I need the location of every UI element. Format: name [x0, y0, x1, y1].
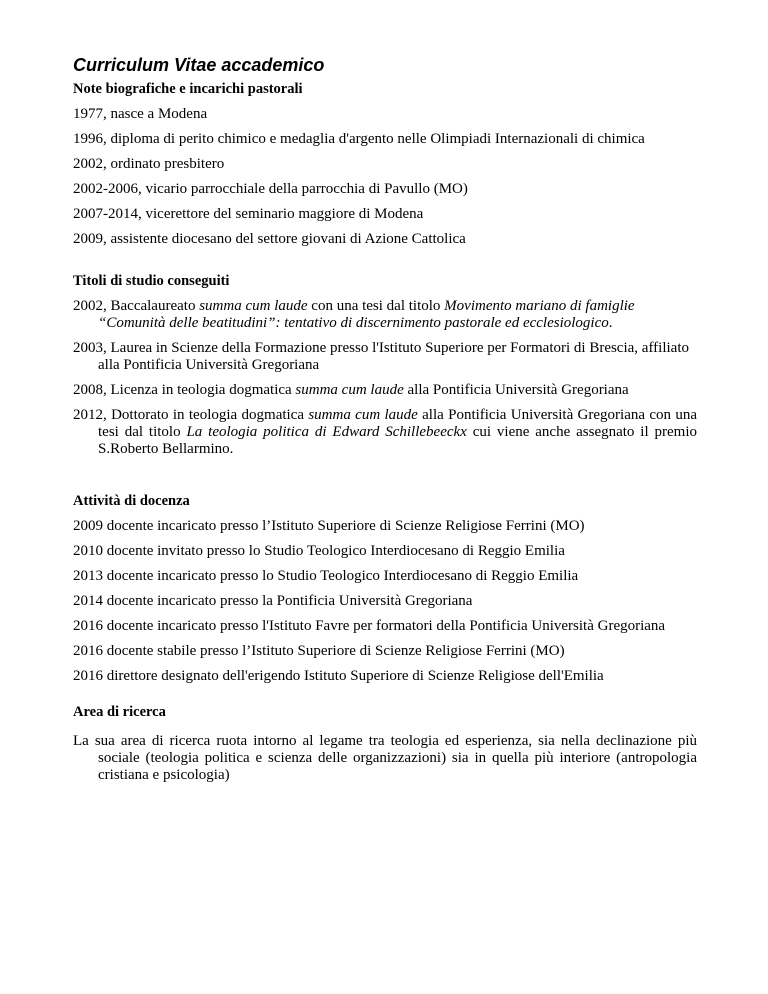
document-title: Curriculum Vitae accademico	[73, 55, 325, 75]
docenza-entry: 2014 docente incaricato presso la Pontificia Università Gregoriana	[73, 593, 473, 609]
section-docenza	[73, 492, 697, 685]
thesis-title: Movimento mariano di famiglie “Comunità delle beatitudini”: tentativo di discernimento pastorale ed ecclesiologico	[98, 298, 635, 331]
section-heading-titoli: Titoli di studio conseguiti	[73, 273, 230, 289]
entry-text: alla Pontificia Università Gregoriana	[403, 382, 629, 398]
entry-text: 2008, Licenza in teologia dogmatica	[73, 382, 296, 398]
section-heading-bio: Note biografiche e incarichi pastorali	[73, 81, 303, 97]
titoli-entry: 2003, Laurea in Scienze della Formazione presso l'Istituto Superiore per Formatori di Brescia, affiliato alla Pontificia Università Gregoriana	[73, 340, 689, 373]
entry-text: 2002, Baccalaureato	[73, 298, 200, 314]
section-titoli	[73, 272, 697, 458]
docenza-entry: 2016 docente incaricato presso l'Istituto Favre per formatori della Pontificia Università Gregoriana	[73, 618, 666, 634]
docenza-entry: 2016 direttore designato dell'erigendo Istituto Superiore di Scienze Religiose dell'Emilia	[73, 668, 604, 684]
document-page	[73, 54, 697, 792]
docenza-entry: 2013 docente incaricato presso lo Studio Teologico Interdiocesano di Reggio Emilia	[73, 568, 579, 584]
entry-text: .	[608, 315, 613, 331]
entry-emphasis: summa cum laude	[308, 407, 418, 423]
section-heading-ricerca: Area di ricerca	[73, 704, 166, 720]
entry-text: alla Pontificia Università Gregoriana con una tesi dal titolo	[98, 407, 697, 440]
thesis-title: La teologia politica di Edward Schillebeeckx	[186, 424, 467, 440]
bio-entry: 2009, assistente diocesano del settore giovani di Azione Cattolica	[73, 231, 466, 247]
bio-entry: 2002, ordinato presbitero	[73, 156, 225, 172]
research-paragraph: La sua area di ricerca ruota intorno al legame tra teologia ed esperienza, sia nella declinazione più sociale (teologia politica e scienza delle organizzazioni) sia in quella più interiore (antropologia cristiana e psicologia)	[73, 733, 697, 783]
section-ricerca	[73, 703, 697, 784]
entry-text: con una tesi dal titolo	[307, 298, 445, 314]
docenza-entry: 2010 docente invitato presso lo Studio Teologico Interdiocesano di Reggio Emilia	[73, 543, 565, 559]
entry-text: cui viene anche assegnato il premio S.Roberto Bellarmino.	[98, 424, 697, 457]
bio-entry: 2007-2014, vicerettore del seminario maggiore di Modena	[73, 206, 424, 222]
entry-emphasis: summa cum laude	[295, 382, 404, 398]
bio-entry: 1996, diploma di perito chimico e medaglia d'argento nelle Olimpiadi Internazionali di chimica	[73, 131, 645, 147]
titoli-entry	[73, 382, 697, 399]
bio-entry: 1977, nasce a Modena	[73, 106, 208, 122]
section-heading-docenza: Attività di docenza	[73, 493, 190, 509]
entry-emphasis: summa cum laude	[199, 298, 308, 314]
docenza-entry: 2009 docente incaricato presso l’Istituto Superiore di Scienze Religiose Ferrini (MO)	[73, 518, 585, 534]
entry-text: 2012, Dottorato in teologia dogmatica	[73, 407, 309, 423]
docenza-entry: 2016 docente stabile presso l’Istituto Superiore di Scienze Religiose Ferrini (MO)	[73, 643, 565, 659]
bio-entry: 2002-2006, vicario parrocchiale della parrocchia di Pavullo (MO)	[73, 181, 468, 197]
section-bio	[73, 80, 697, 248]
titoli-entry	[73, 298, 697, 332]
titoli-entry	[73, 407, 697, 458]
